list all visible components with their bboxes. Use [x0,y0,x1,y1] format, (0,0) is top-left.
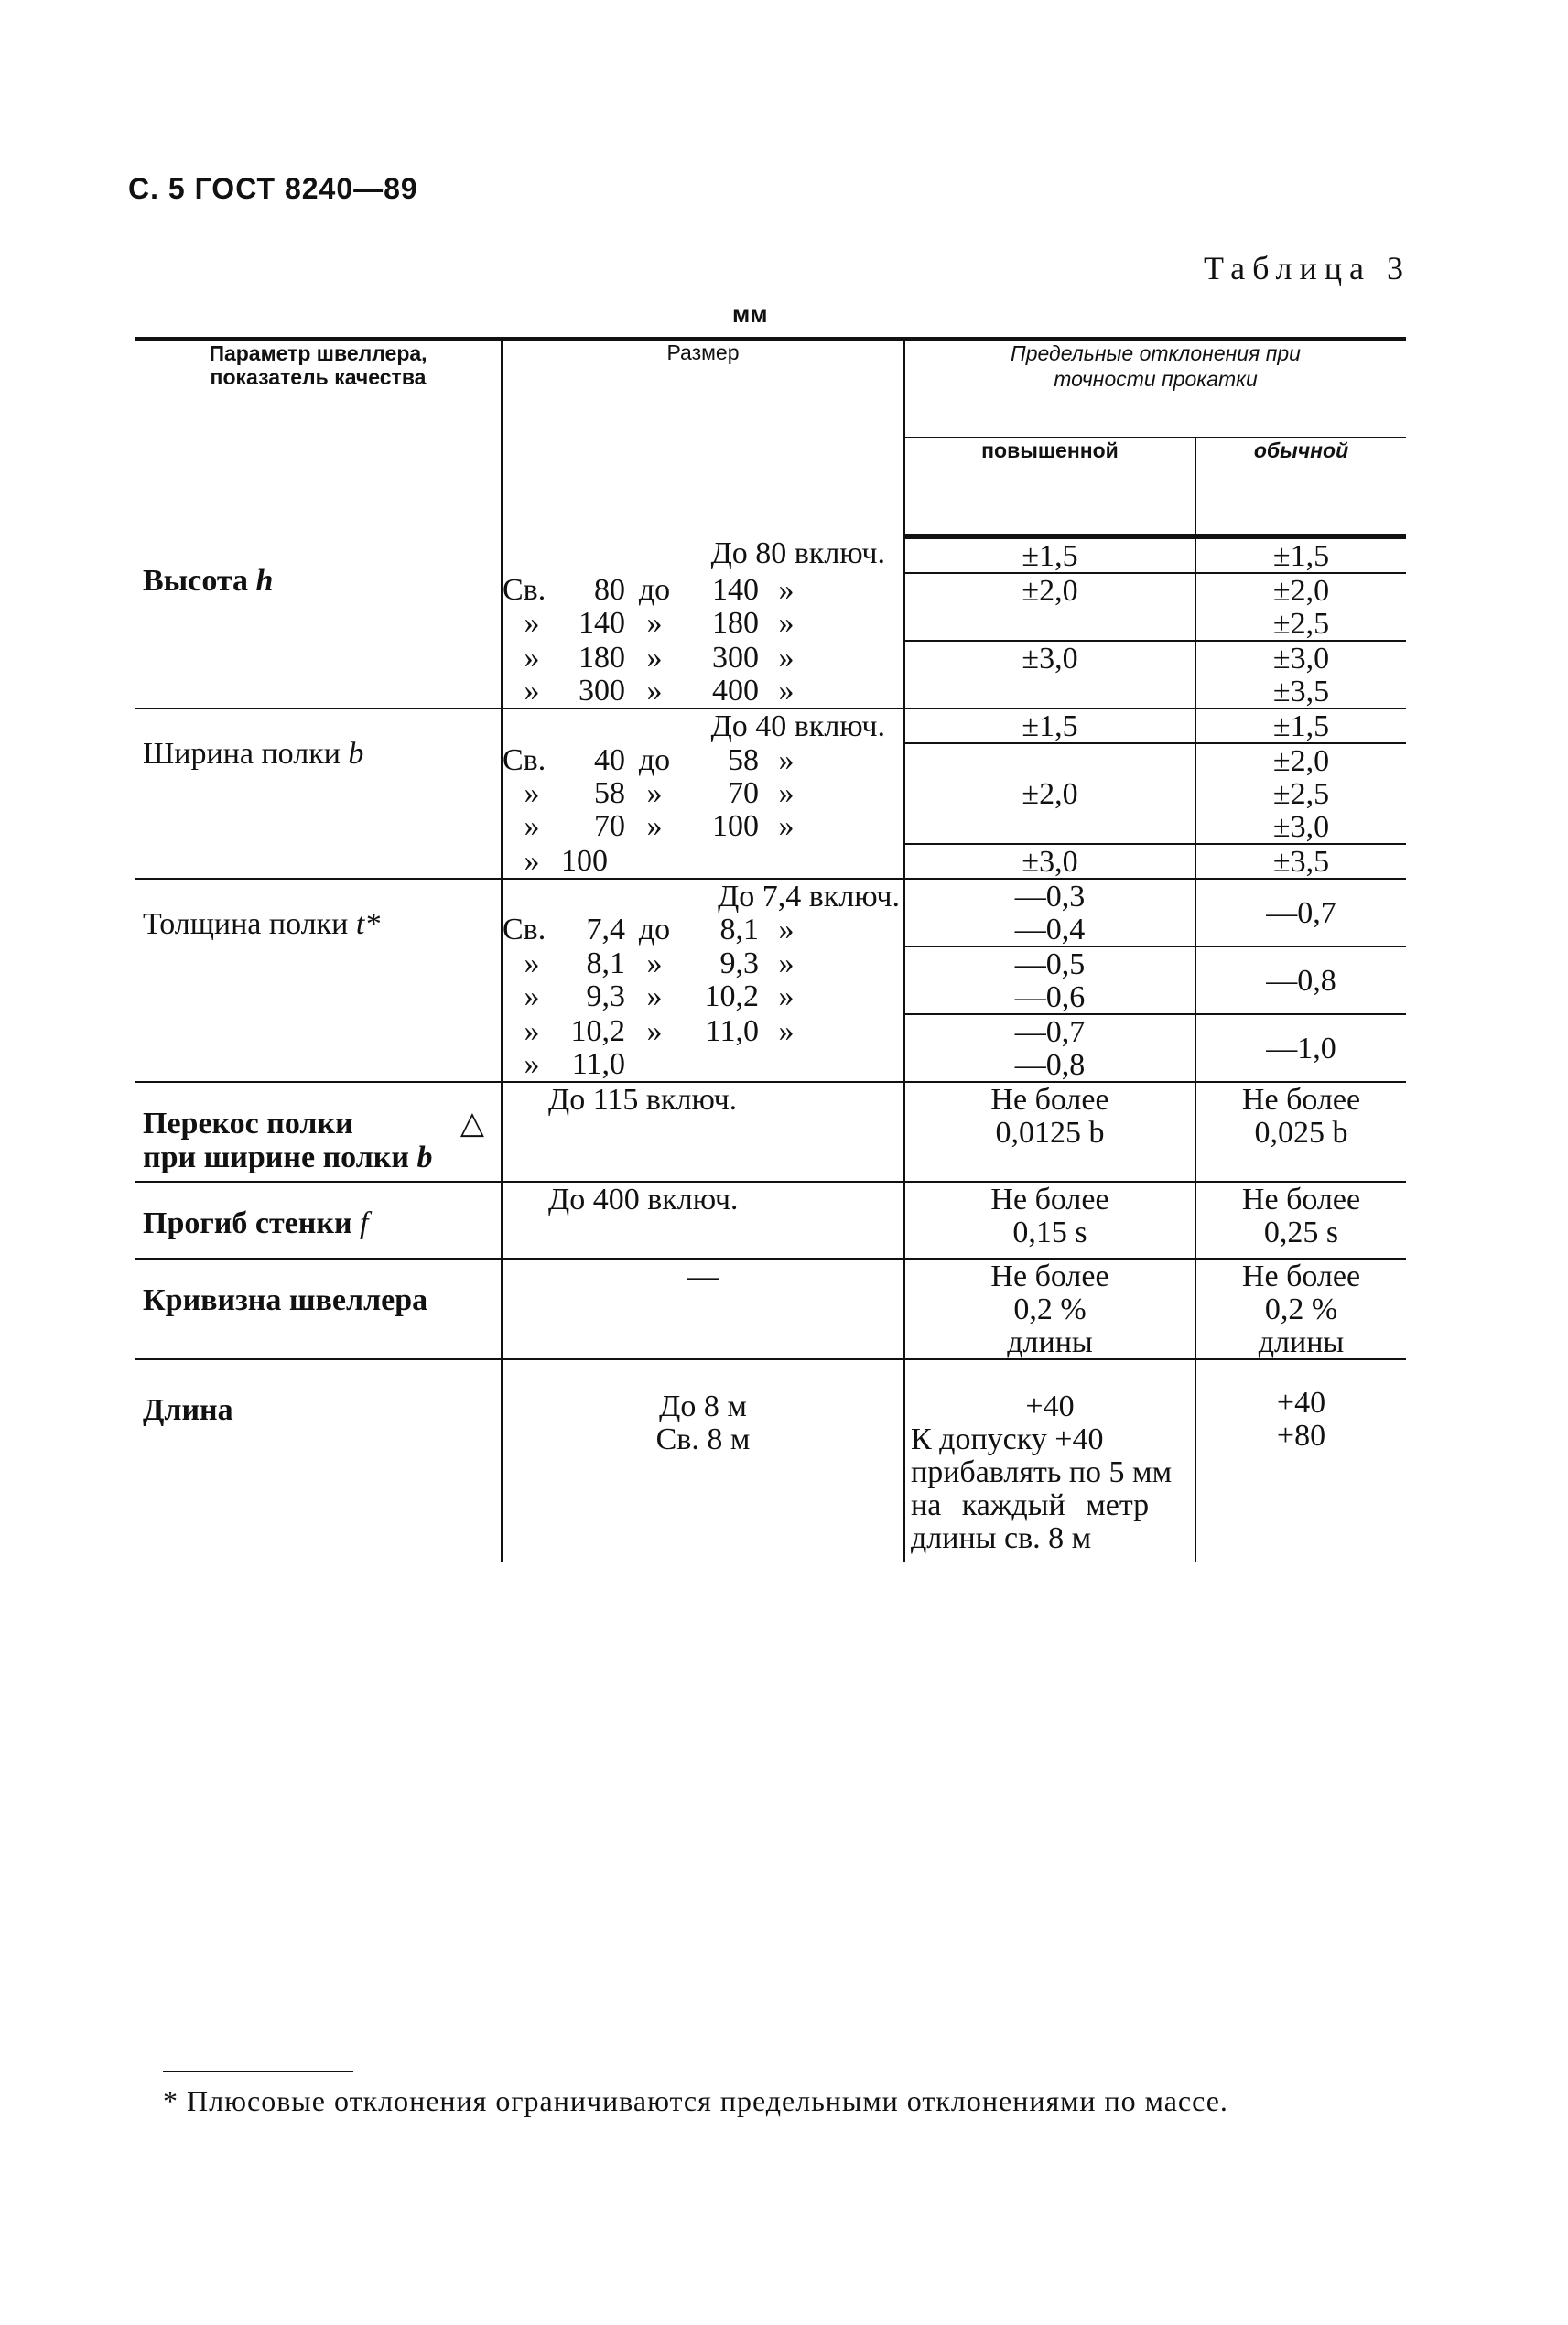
param-web-deflection-label: Прогиб стенки [143,1206,352,1240]
size-token: » [778,979,795,1013]
size-token: » [524,776,540,810]
size-token: » [778,743,795,777]
size-token: 8,1 [719,913,759,946]
value-text: Не более [1241,1083,1361,1117]
size-token: 10,2 [570,1014,625,1048]
size-token: 400 [712,674,759,708]
size-token: » [778,913,795,946]
value-increased [904,1359,1195,1562]
footnote-rule [163,2071,353,2072]
value-increased [904,1182,1195,1259]
size-text: До 7,4 включ. [718,880,900,914]
size-token: » [524,674,540,708]
size-cell [502,1182,904,1259]
param-web-deflection [135,1182,502,1259]
value-text: 0,025 b [1254,1116,1348,1150]
size-token: до [638,913,671,946]
value-normal [1195,1082,1406,1182]
size-token: 58 [594,776,625,810]
size-token: » [778,776,795,810]
value-text: ±3,0 [1022,845,1078,879]
value-normal [1195,641,1406,708]
size-token: » [646,776,663,810]
param-flange-width-label: Ширина полки [143,737,341,771]
value-text: ±2,5 [1272,607,1330,641]
value-normal [1195,879,1406,946]
value-text: ±3,5 [1272,845,1330,879]
value-text: ±2,0 [1022,777,1078,811]
value-normal [1195,743,1406,844]
param-height-symbol: h [255,564,274,598]
triangle-icon: △ [460,1107,484,1141]
param-curvature [135,1259,502,1359]
table-row [135,708,1406,743]
size-token: » [524,1047,540,1081]
table-row [135,1082,1406,1182]
size-token: 40 [594,743,625,777]
value-text: 0,15 s [1012,1215,1087,1249]
size-token: » [524,979,540,1013]
size-token: 8,1 [586,946,625,980]
size-text: До 40 включ. [710,709,885,743]
size-cell [502,1359,904,1562]
size-token: » [524,641,540,675]
value-text: К допуску +40 [911,1422,1104,1456]
col-header-increased: повышенной [904,438,1195,536]
param-length-label: Длина [143,1392,233,1427]
footnote: * Плюсовые отклонения ограничиваются предельными отклонениями по массе. [163,2084,1228,2117]
value-text: ±1,5 [1022,539,1078,573]
value-text: на каждый метр [911,1487,1150,1522]
size-token: » [646,1014,663,1048]
value-normal [1195,1182,1406,1259]
table-row [135,536,1406,573]
size-token: » [778,641,795,675]
value-text: ±2,5 [1272,777,1330,811]
size-token: 9,3 [719,946,759,980]
size-token: 70 [594,809,625,843]
value-text: ±2,0 [1272,744,1330,778]
value-normal [1195,536,1406,573]
size-token: 58 [728,743,759,777]
value-text: —0,4 [1014,913,1086,946]
size-cell [502,743,904,844]
size-token: » [524,606,540,640]
param-curvature-label: Кривизна швеллера [143,1282,428,1317]
size-token: 140 [712,573,759,607]
size-cell [502,1082,904,1182]
size-token: » [778,1014,795,1048]
value-text: 0,2 % [1264,1292,1338,1326]
value-text: ±3,0 [1272,810,1330,844]
value-text: Не более [1241,1182,1361,1217]
value-normal [1195,946,1406,1014]
size-token: до [638,743,671,777]
value-text: ±3,0 [1272,642,1330,676]
table-row [135,879,1406,946]
param-height [135,536,502,708]
size-cell [502,879,904,946]
value-text: ±1,5 [1272,709,1330,743]
value-normal [1195,1014,1406,1082]
table-units: мм [732,300,768,328]
size-token: 300 [712,641,759,675]
size-token: 11,0 [571,1047,625,1081]
value-increased [904,573,1195,641]
size-token: » [524,1014,540,1048]
value-normal [1195,708,1406,743]
size-cell [502,708,904,743]
size-token: » [524,844,540,878]
value-text: Не более [990,1259,1109,1293]
param-flange-thickness-symbol: t* [355,907,381,941]
size-token: » [524,809,540,843]
table-row [135,1182,1406,1259]
value-normal [1195,844,1406,879]
table-row [135,1359,1406,1562]
value-text: ±1,5 [1022,709,1078,743]
page-header: С. 5 ГОСТ 8240—89 [128,172,418,205]
size-cell [502,641,904,708]
size-token: » [646,674,663,708]
size-token: » [646,606,663,640]
value-text: —0,8 [1014,1048,1086,1082]
value-text: длины [1007,1325,1093,1359]
size-token: Св. [503,913,546,946]
size-token: 80 [594,573,625,607]
value-increased [904,1259,1195,1359]
size-token: » [646,641,663,675]
value-text: 0,2 % [1013,1292,1087,1326]
param-flange-skew-label: Перекос полки [143,1107,353,1141]
size-token: 100 [561,844,608,878]
table-row [135,1259,1406,1359]
col-header-deviations: Предельные отклонения при точности прокатки [904,340,1406,438]
size-token: 10,2 [704,979,759,1013]
value-text: Не более [990,1083,1109,1117]
value-text: —0,3 [1014,880,1086,914]
value-increased [904,536,1195,573]
param-flange-skew-symbol: b [416,1141,433,1175]
size-token: 11,0 [705,1014,759,1048]
value-text: ±3,5 [1272,675,1330,708]
size-cell [502,536,904,573]
value-text: —0,6 [1014,980,1086,1014]
value-increased [904,708,1195,743]
param-height-label: Высота [143,564,248,598]
value-increased [904,743,1195,844]
size-token: Св. [503,743,546,777]
size-token: до [638,573,671,607]
size-text: До 400 включ. [548,1182,739,1217]
param-flange-skew-label-2: при ширине полки [143,1141,409,1175]
value-text: +40 [1276,1385,1326,1420]
size-token: 300 [579,674,625,708]
size-token: 140 [579,606,625,640]
size-token: Св. [503,573,546,607]
value-text: длины [1258,1325,1345,1359]
size-token: » [646,979,663,1013]
value-normal [1195,1259,1406,1359]
size-token: » [778,573,795,607]
size-text: До 115 включ. [548,1083,738,1117]
size-token: 180 [579,641,625,675]
size-token: 100 [712,809,759,843]
size-text: До 80 включ. [710,536,885,570]
value-text: прибавлять по 5 мм [911,1454,1173,1489]
size-token: 180 [712,606,759,640]
col-header-size: Размер [502,340,904,537]
size-cell [502,946,904,1014]
value-text: ±2,0 [1272,574,1330,608]
size-cell [502,844,904,879]
value-increased [904,1082,1195,1182]
value-text: Не более [1241,1259,1361,1293]
size-token: » [778,674,795,708]
value-text: 0,25 s [1263,1215,1339,1249]
value-text: —1,0 [1266,1032,1336,1065]
value-increased [904,641,1195,708]
param-web-deflection-symbol: f [360,1206,369,1240]
value-increased [904,844,1195,879]
param-flange-thickness [135,879,502,1082]
size-token: 9,3 [586,979,625,1013]
size-text: До 8 м [659,1389,747,1423]
value-text: —0,7 [1014,1015,1086,1049]
value-normal [1195,1359,1406,1562]
param-flange-thickness-label: Толщина полки [143,907,349,941]
value-text: —0,8 [1266,964,1336,998]
size-cell [502,1014,904,1082]
value-text: ±1,5 [1272,539,1330,573]
size-token: » [646,809,663,843]
value-text: —0,7 [1266,896,1336,930]
value-text: +40 [1025,1389,1075,1423]
size-token: » [778,606,795,640]
param-flange-width [135,708,502,879]
value-text: ±2,0 [1022,574,1078,608]
value-increased [904,946,1195,1014]
param-flange-width-symbol: b [348,737,364,771]
value-text: длины св. 8 м [911,1520,1092,1555]
size-cell [502,573,904,641]
value-text: —0,5 [1014,947,1086,981]
size-token: » [646,946,663,980]
size-text: — [687,1259,719,1293]
value-increased [904,1014,1195,1082]
table-caption: Таблица 3 [1204,250,1411,287]
param-flange-skew [135,1082,502,1182]
value-increased [904,879,1195,946]
deviations-table [135,337,1406,1562]
value-text: Не более [990,1182,1109,1217]
value-normal [1195,573,1406,641]
size-cell [502,1259,904,1359]
col-header-normal: обычной [1195,438,1406,536]
size-token: » [778,809,795,843]
param-length [135,1359,502,1562]
value-text: +80 [1276,1418,1326,1453]
size-token: » [778,946,795,980]
size-token: 7,4 [586,913,625,946]
value-text: 0,0125 b [995,1116,1105,1150]
col-header-parameter: Параметр швеллера, показатель качества [135,340,502,537]
size-token: 70 [728,776,759,810]
size-text: Св. 8 м [655,1422,751,1456]
value-text: ±3,0 [1022,642,1078,676]
size-token: » [524,946,540,980]
